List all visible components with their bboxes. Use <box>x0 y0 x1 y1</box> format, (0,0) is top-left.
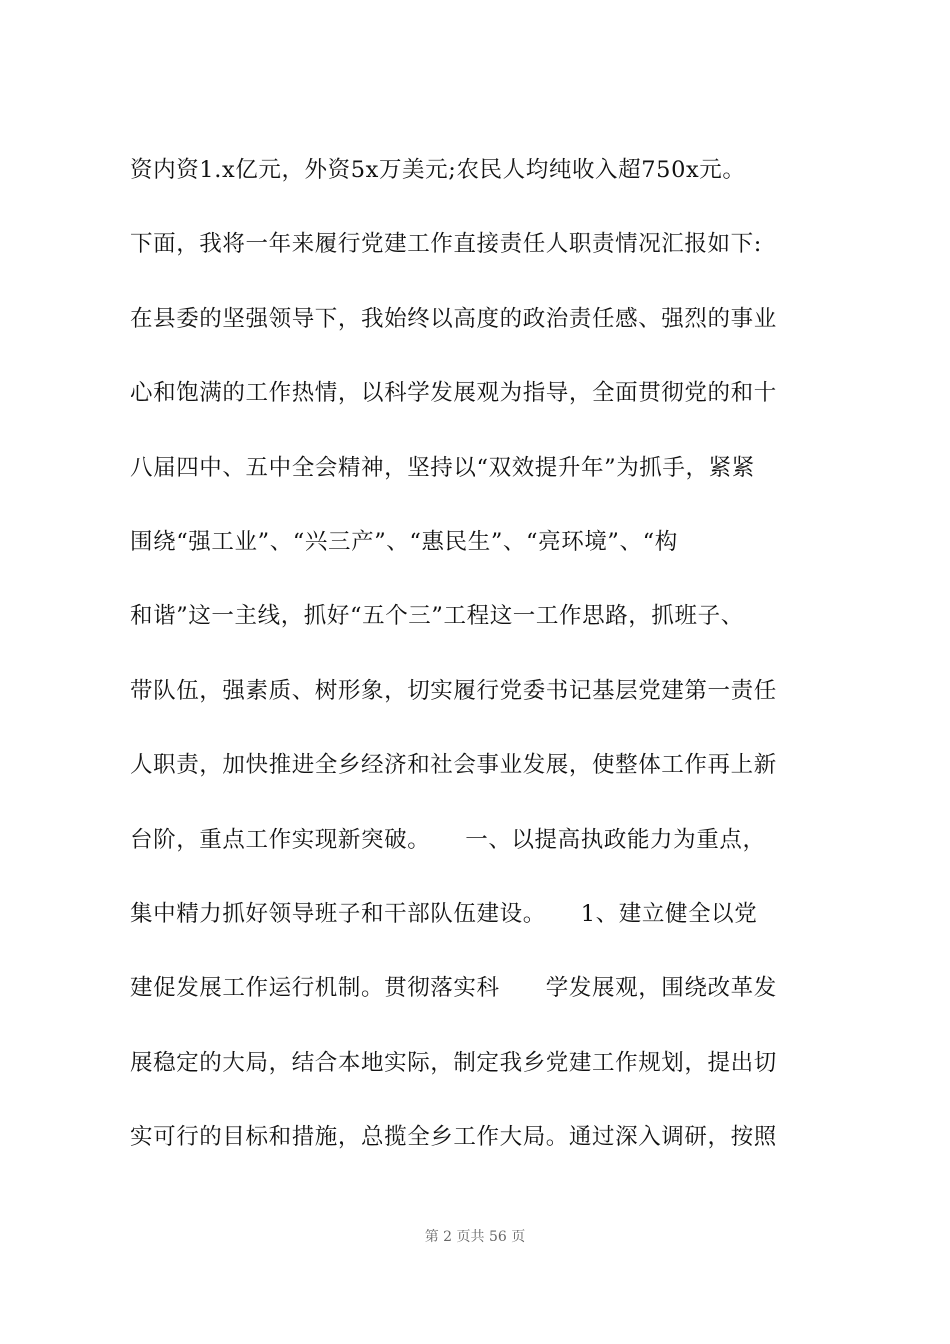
text-line: 台阶，重点工作实现新突破。 一、以提高执政能力为重点， <box>130 826 766 853</box>
text-line: 八届四中、五中全会精神，坚持以“双效提升年”为抓手，紧紧 <box>130 454 755 481</box>
text-line: 建促发展工作运行机制。贯彻落实科 学发展观，围绕改革发 <box>130 975 777 1002</box>
text-line: 资内资1.x亿元，外资5x万美元;农民人均纯收入超750x元。 <box>130 157 746 183</box>
text-line: 下面，我将一年来履行党建工作直接责任人职责情况汇报如下: <box>130 231 762 258</box>
text-line: 实可行的目标和措施，总揽全乡工作大局。通过深入调研，按照 <box>130 1124 777 1151</box>
text-line: 和谐”这一主线，抓好“五个三”工程这一工作思路，抓班子、 <box>130 603 744 630</box>
text-line: 带队伍，强素质、树形象，切实履行党委书记基层党建第一责任 <box>130 677 777 704</box>
text-line: 围绕“强工业”、“兴三产”、“惠民生”、“亮环境”、“构 <box>130 528 678 555</box>
text-line: 人职责，加快推进全乡经济和社会事业发展，使整体工作再上新 <box>130 752 777 779</box>
text-line: 集中精力抓好领导班子和干部队伍建设。 1、建立健全以党 <box>130 900 758 927</box>
text-line: 展稳定的大局，结合本地实际，制定我乡党建工作规划，提出切 <box>130 1049 777 1076</box>
body-text <box>130 145 850 1186</box>
text-line: 在县委的坚强领导下，我始终以高度的政治责任感、强烈的事业 <box>130 305 777 332</box>
page-number-footer: 第 2 页共 56 页 <box>424 1229 526 1245</box>
text-line: 心和饱满的工作热情，以科学发展观为指导，全面贯彻党的和十 <box>130 380 777 407</box>
